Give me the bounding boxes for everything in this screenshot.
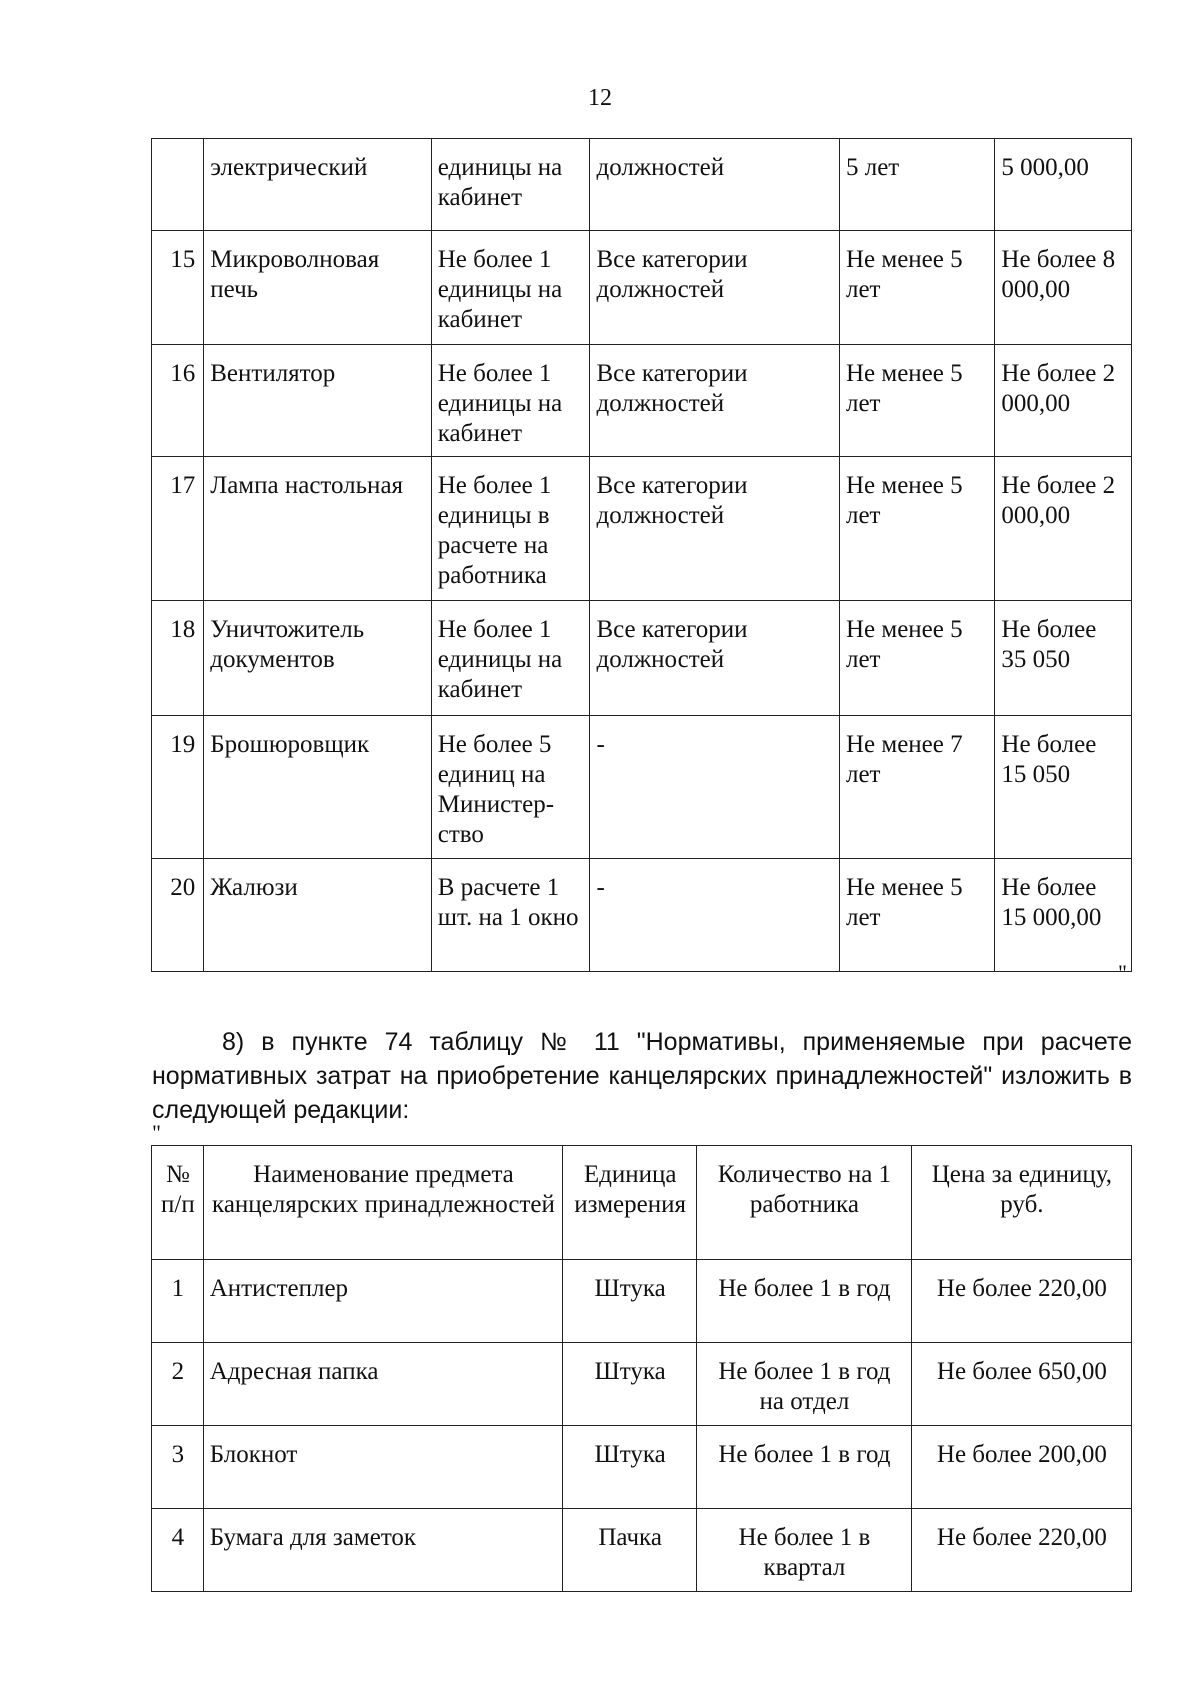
- quantity-cell: Не более 1 в год: [697, 1426, 912, 1509]
- row-number-cell: 15: [152, 231, 204, 345]
- amendment-paragraph: [152, 1025, 1132, 1127]
- item-name-cell: Адресная папка: [203, 1343, 562, 1426]
- quantity-cell: Не более 1 единицы на кабинет: [431, 601, 590, 716]
- price-cell: Не более 2 000,00: [995, 457, 1132, 601]
- quantity-cell: В расчете 1 шт. на 1 окно: [431, 859, 590, 972]
- price-cell: Не более 15 050: [995, 716, 1132, 859]
- term-cell: Не менее 5 лет: [839, 601, 994, 716]
- item-name-cell: Жалюзи: [204, 859, 431, 972]
- price-cell: Не более 650,00: [911, 1343, 1131, 1426]
- category-cell: Все категории должностей: [590, 231, 840, 345]
- item-name-cell: Микроволновая печь: [204, 231, 431, 345]
- header-quantity: Количество на 1 работника: [697, 1146, 912, 1260]
- page-number: 12: [588, 85, 612, 111]
- category-cell: -: [590, 716, 840, 859]
- price-cell: Не более 15 000,00: [995, 859, 1132, 972]
- price-cell: Не более 220,00: [911, 1509, 1131, 1592]
- table-row: [152, 859, 1132, 972]
- closing-quote-mark: ": [1118, 960, 1127, 985]
- table-row: [152, 601, 1132, 716]
- row-number-cell: 2: [152, 1343, 204, 1426]
- price-cell: Не более 220,00: [911, 1260, 1131, 1343]
- term-cell: Не менее 7 лет: [839, 716, 994, 859]
- term-cell: Не менее 5 лет: [839, 859, 994, 972]
- item-name-cell: Уничтожитель документов: [204, 601, 431, 716]
- quantity-cell: Не более 1 в год на отдел: [697, 1343, 912, 1426]
- table-row: [152, 345, 1132, 457]
- stationery-norms-table: [151, 1145, 1132, 1592]
- term-cell: Не менее 5 лет: [839, 457, 994, 601]
- quantity-cell: Не более 5 единиц на Министер-ство: [431, 716, 590, 859]
- table-row: [152, 139, 1132, 231]
- item-name-cell: Бумага для заметок: [203, 1509, 562, 1592]
- price-cell: Не более 2 000,00: [995, 345, 1132, 457]
- row-number-cell: [152, 139, 204, 231]
- item-name-cell: Вентилятор: [204, 345, 431, 457]
- equipment-norms-table: [151, 138, 1132, 972]
- term-cell: Не менее 5 лет: [839, 345, 994, 457]
- table-row: [152, 457, 1132, 601]
- item-name-cell: Лампа настольная: [204, 457, 431, 601]
- price-cell: Не более 200,00: [911, 1426, 1131, 1509]
- term-cell: Не менее 5 лет: [839, 231, 994, 345]
- amendment-text: в пункте 74 таблицу № 11 "Нормативы, применяемые при расчете нормативных затрат на приобретение канцелярских принадлежностей" изложить в следующей редакции:: [152, 1028, 1132, 1124]
- table-row: [152, 231, 1132, 345]
- item-name-cell: Блокнот: [203, 1426, 562, 1509]
- quantity-cell: Не более 1 в год: [697, 1260, 912, 1343]
- table-row: [152, 1343, 1132, 1426]
- quantity-cell: единицы на кабинет: [431, 139, 590, 231]
- quantity-cell: Не более 1 единицы на кабинет: [431, 231, 590, 345]
- row-number-cell: 16: [152, 345, 204, 457]
- row-number-cell: 4: [152, 1509, 204, 1592]
- category-cell: Все категории должностей: [590, 345, 840, 457]
- row-number-cell: 1: [152, 1260, 204, 1343]
- table-row: [152, 1426, 1132, 1509]
- term-cell: 5 лет: [839, 139, 994, 231]
- header-item-name: Наименование предмета канцелярских принадлежностей: [203, 1146, 562, 1260]
- unit-cell: Штука: [563, 1426, 697, 1509]
- quantity-cell: Не более 1 единицы в расчете на работника: [431, 457, 590, 601]
- quantity-cell: Не более 1 в квартал: [697, 1509, 912, 1592]
- row-number-cell: 20: [152, 859, 204, 972]
- quantity-cell: Не более 1 единицы на кабинет: [431, 345, 590, 457]
- header-row-number: № п/п: [152, 1146, 204, 1260]
- category-cell: Все категории должностей: [590, 601, 840, 716]
- table-row: [152, 1509, 1132, 1592]
- category-cell: -: [590, 859, 840, 972]
- row-number-cell: 19: [152, 716, 204, 859]
- header-unit: Единица измерения: [563, 1146, 697, 1260]
- table-header-row: [152, 1146, 1132, 1260]
- row-number-cell: 3: [152, 1426, 204, 1509]
- header-price: Цена за единицу, руб.: [911, 1146, 1131, 1260]
- unit-cell: Штука: [563, 1260, 697, 1343]
- unit-cell: Пачка: [563, 1509, 697, 1592]
- price-cell: Не более 8 000,00: [995, 231, 1132, 345]
- category-cell: Все категории должностей: [590, 457, 840, 601]
- item-name-cell: электрический: [204, 139, 431, 231]
- amendment-number: 8): [222, 1028, 245, 1056]
- row-number-cell: 18: [152, 601, 204, 716]
- price-cell: Не более 35 050: [995, 601, 1132, 716]
- item-name-cell: Брошюровщик: [204, 716, 431, 859]
- table-row: [152, 1260, 1132, 1343]
- category-cell: должностей: [590, 139, 840, 231]
- unit-cell: Штука: [563, 1343, 697, 1426]
- row-number-cell: 17: [152, 457, 204, 601]
- item-name-cell: Антистеплер: [203, 1260, 562, 1343]
- price-cell: 5 000,00: [995, 139, 1132, 231]
- opening-quote-mark: ": [152, 1120, 161, 1145]
- table-row: [152, 716, 1132, 859]
